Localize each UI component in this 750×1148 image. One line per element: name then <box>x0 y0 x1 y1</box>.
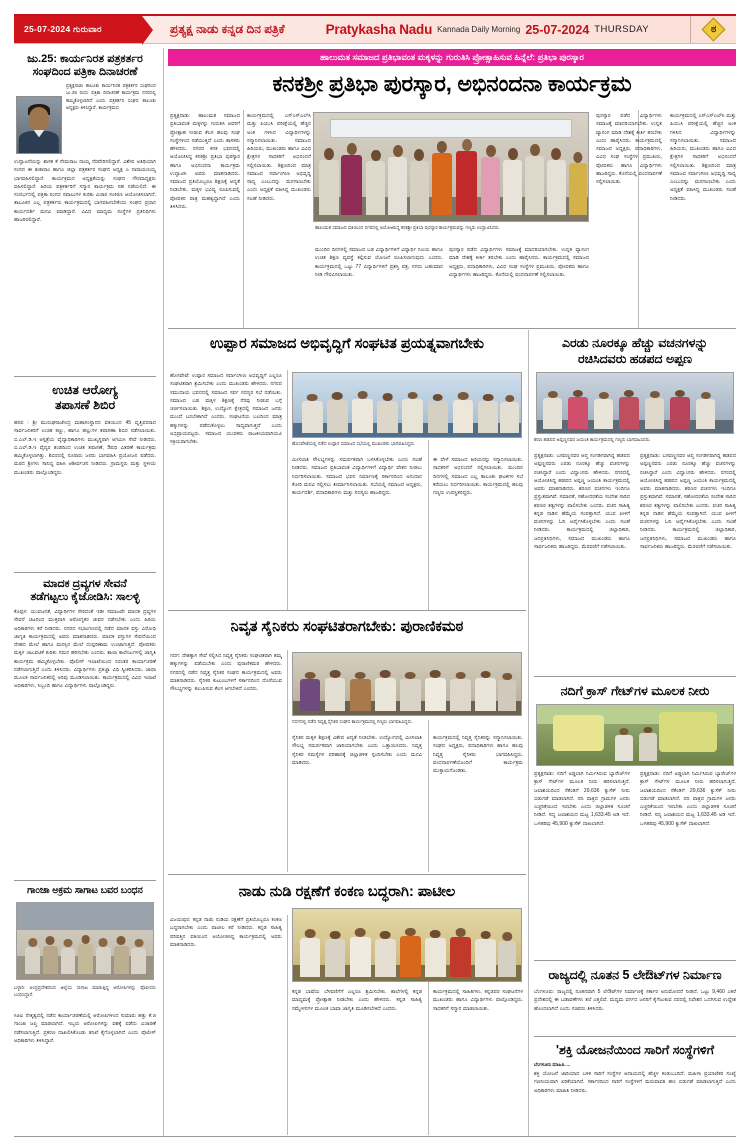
rule-page-bottom <box>14 1136 736 1137</box>
right-story2-headline: ನದಿಗೆ ಕ್ರಾಸ್ ಗೇಟ್‌ಗಳ ಮೂಲಕ ನೀರು <box>560 684 710 698</box>
lead-story-headline: ಕನಕಶ್ರೀ ಪ್ರತಿಭಾ ಪುರಸ್ಕಾರ, ಅಭಿನಂದನಾ ಕಾರ್ಯಕ್ರಮ <box>272 71 632 96</box>
left-story1-body-top: ಪ್ರತ್ಯಕ್ಷನಾಡು ತಾಲೂಕು ಕಾರ್ಯನಿರತ ಪತ್ರಕರ್ತರ ಸಂಘದಿಂದ ಜು.25 ರಂದು ಪತ್ರಿಕಾ ದಿನಾಚರಣೆ ಕಾರ್ಯಕ್ರಮ ನಗರದಲ್ಲಿ ಹಮ್ಮಿಕೊಳ್ಳಲಾಗಿದೆ ಎಂದು ಪತ್ರಕರ್ತರ ಸಂಘದ ತಾಲೂಕು ಅಧ್ಯಕ್ಷರು ತಿಳಿಸಿದ್ದಾರೆ. ಕಾರ್ಯಕ್ರಮದ <box>66 83 156 111</box>
rule-left-1 <box>14 376 156 377</box>
masthead-logo <box>690 16 736 43</box>
rule-under-lead <box>168 328 736 329</box>
rule-mid-inner-b <box>428 440 429 610</box>
lead-story-col5: ಪುರಸ್ಕಾರ ಪಡೆದ ವಿದ್ಯಾರ್ಥಿಗಳು ಸಮಾಜಕ್ಕೆ ಮಾದರಿಯಾಗಬೇಕು. ಉನ್ನತ ವ್ಯಾಸಂಗ ಮಾಡಿ ದೇಶಕ್ಕೆ ಕೀರ್ತಿ ತರಬೇಕು ಎಂದು ಹಾರೈಸಿದರು. ಕಾರ್ಯಕ್ರಮದಲ್ಲಿ ಸಮಾಜದ ಅಧ್ಯಕ್ಷರು, ಪದಾಧಿಕಾರಿಗಳು, ವಿವಿಧ ಸಂಘ ಸಂಸ್ಥೆಗಳ ಪ್ರಮುಖರು, ಪೋಷಕರು ಹಾಗೂ ವಿದ್ಯಾರ್ಥಿಗಳು ಹಾಜರಿದ್ದರು. ಕೊನೆಯಲ್ಲಿ ವಂದನಾರ್ಪಣೆ ಸಲ್ಲಿಸಲಾಯಿತು. <box>596 113 662 185</box>
right-story2-col2: ಪ್ರತ್ಯಕ್ಷನಾಡು: ನದಿಗೆ ಅಡ್ಡಲಾಗಿ ನಿರ್ಮಿಸಿರುವ ಬ್ಯಾರೇಜ್‌ಗಳ ಕ್ರಾಸ್ ಗೇಟ್‌ಗಳ ಮೂಲಕ ನೀರು ಹರಿಸಲಾಗುತ್ತಿದೆ. ಜಲಾಶಯದಿಂದ ಸೆಕೆಂಡಿಗೆ 29,636 ಕ್ಯುಸೆಕ್ ನೀರು ಬಿಡುಗಡೆ ಮಾಡಲಾಗಿದೆ. ನದಿ ಪಾತ್ರದ ಗ್ರಾಮಗಳ ಜನರು ಎಚ್ಚರಿಕೆಯಿಂದ ಇರಬೇಕು ಎಂದು ಜಿಲ್ಲಾಡಳಿತ ಸೂಚನೆ ನೀಡಿದೆ. ಸದ್ಯ ಜಲಾಶಯದ ಮಟ್ಟ 1,633.45 ಅಡಿ ಇದೆ. ಒಳಹರಿವು 45,900 ಕ್ಯುಸೆಕ್ ದಾಖಲಾಗಿದೆ. <box>640 771 736 827</box>
right-story3-headline: ರಾಜ್ಯದಲ್ಲಿ ನೂತನ 5 ಲೇಔಟ್‌ಗಳ ನಿರ್ಮಾಣ <box>548 968 722 982</box>
left-story1-mugshot <box>16 96 62 154</box>
mid-story3-photo <box>292 908 522 982</box>
lead-story-col3: ಮುಂದಿನ ದಿನಗಳಲ್ಲಿ ಸಮಾಜದ ಬಡ ವಿದ್ಯಾರ್ಥಿಗಳಿಗೆ ವಿದ್ಯಾರ್ಥಿ ನಿಲಯ ಹಾಗೂ ಉಚಿತ ಶಿಕ್ಷಣ ವ್ಯವಸ್ಥೆ ಕಲ್ಪಿಸುವ ಯೋಜನೆ ರೂಪಿಸಲಾಗುವುದು ಎಂದರು. ಕಾರ್ಯಕ್ರಮದಲ್ಲಿ ಒಟ್ಟು 77 ವಿದ್ಯಾರ್ಥಿಗಳಿಗೆ ಪ್ರಶಸ್ತಿ ಪತ್ರ, ನಗದು ಬಹುಮಾನ ನೀಡಿ ಗೌರವಿಸಲಾಯಿತು. <box>315 247 443 278</box>
mid-story2-caption: ಗದಗದಲ್ಲಿ ನಡೆದ ನಿವೃತ್ತ ಸೈನಿಕರ ಸಂಘದ ಕಾರ್ಯಕ್ರಮದಲ್ಲಿ ಗಣ್ಯರು ಭಾಗವಹಿಸಿದ್ದರು. <box>292 719 413 724</box>
rule-left-col <box>163 48 164 1136</box>
mid-story3-col1: ವಿಜಯಪುರ: ಕನ್ನಡ ನಾಡು ನುಡಿಯ ರಕ್ಷಣೆಗೆ ಪ್ರತಿಯೊಬ್ಬರೂ ಕಂಕಣ ಬದ್ಧರಾಗಬೇಕು ಎಂದು ಪಾಟೀಲ ಕರೆ ನೀಡಿದರು. ಕನ್ನಡ ಸಾಹಿತ್ಯ ಪರಿಷತ್ತಿನ ವತಿಯಿಂದ ಆಯೋಜಿಸಿದ್ದ ಕಾರ್ಯಕ್ರಮದಲ್ಲಿ ಅವರು ಮಾತನಾಡಿದರು. <box>170 917 282 948</box>
right-story1-photo <box>536 372 734 434</box>
mid-story2-col3: ಕಾರ್ಯಕ್ರಮದಲ್ಲಿ ನಿವೃತ್ತ ಸೈನಿಕರನ್ನು ಸನ್ಮಾನಿಸಲಾಯಿತು. ಸಂಘದ ಅಧ್ಯಕ್ಷರು, ಪದಾಧಿಕಾರಿಗಳು ಹಾಗೂ ಹಲವು ನಿವೃತ್ತ ಸೈನಿಕರು ಭಾಗವಹಿಸಿದ್ದರು. ವಂದನಾರ್ಪಣೆಯೊಂದಿಗೆ ಕಾರ್ಯಕ್ರಮ ಮುಕ್ತಾಯಗೊಂಡಿತು. <box>433 735 523 774</box>
rule-left-3 <box>14 880 156 881</box>
masthead-subtitle: Kannada Daily Morning <box>437 25 521 34</box>
right-story1-col1: ಪ್ರತ್ಯಕ್ಷನಾಡು: ಬಸವಣ್ಣನವರ ಆಪ್ತ ಸಂಗಡಿಗರಾಗಿದ್ದ ಹಡಪದ ಅಪ್ಪಣ್ಣನವರು ಎರಡು ನೂರಕ್ಕೂ ಹೆಚ್ಚು ವಚನಗಳನ್ನು ರಚಿಸಿದ್ದಾರೆ ಎಂದು ವಿದ್ವಾಂಸರು ಹೇಳಿದರು. ನಗರದಲ್ಲಿ ಆಯೋಜಿಸಿದ್ದ ಹಡಪದ ಅಪ್ಪಣ್ಣ ಜಯಂತಿ ಕಾರ್ಯಕ್ರಮದಲ್ಲಿ ಅವರು ಮಾತನಾಡಿದರು. ಶರಣರ ವಚನಗಳು ಇಂದಿಗೂ ಪ್ರಸ್ತುತವಾಗಿವೆ. ಸಮಾನತೆ, ಸಹೋದರತೆಯ ಸಂದೇಶ ಸಾರಿದ ಶರಣರ ತತ್ವಗಳನ್ನು ಪಾಲಿಸಬೇಕು ಎಂದರು. ವಚನ ಸಾಹಿತ್ಯ ಕನ್ನಡ ನಾಡಿನ ಹೆಮ್ಮೆಯ ಸಂಪತ್ತಾಗಿದೆ. ಯುವ ಪೀಳಿಗೆ ವಚನಗಳನ್ನು ಓದಿ ಅರ್ಥೈಸಿಕೊಳ್ಳಬೇಕು ಎಂದು ಸಲಹೆ ನೀಡಿದರು. ಕಾರ್ಯಕ್ರಮದಲ್ಲಿ ಜಿಲ್ಲಾಧಿಕಾರಿ, ಜನಪ್ರತಿನಿಧಿಗಳು, ಸಮಾಜದ ಮುಖಂಡರು ಹಾಗೂ ಸಾರ್ವಜನಿಕರು ಹಾಜರಿದ್ದರು. ಮೆರವಣಿಗೆ ನಡೆಸಲಾಯಿತು. <box>534 453 630 550</box>
mid-story2-col1: ಗದಗ: ದೇಶಕ್ಕಾಗಿ ಸೇವೆ ಸಲ್ಲಿಸಿದ ನಿವೃತ್ತ ಸೈನಿಕರು ಸಂಘಟಿತರಾಗಿ ತಮ್ಮ ಹಕ್ಕುಗಳನ್ನು ಪಡೆಯಬೇಕು ಎಂದು ಪುರಾಣಿಕಮಠ ಹೇಳಿದರು. ನಗರದಲ್ಲಿ ನಡೆದ ನಿವೃತ್ತ ಸೈನಿಕರ ಸಂಘದ ಕಾರ್ಯಕ್ರಮದಲ್ಲಿ ಅವರು ಮಾತನಾಡಿದರು. ಸೈನಿಕರ ಕುಟುಂಬಗಳಿಗೆ ಸರ್ಕಾರದಿಂದ ದೊರೆಯುವ ಸೌಲಭ್ಯಗಳನ್ನು ತಲುಪಿಸುವ ಕೆಲಸ ಆಗಬೇಕಿದೆ ಎಂದರು. <box>170 653 282 692</box>
left-story4-body: ಸಿಪಿಐ ನೇತೃತ್ವದಲ್ಲಿ ನಡೆದ ಕಾರ್ಯಾಚರಣೆಯಲ್ಲಿ ಆರೋಪಿಗಳಿಂದ ಸುಮಾರು ಹತ್ತು ಕೆ.ಜಿ ಗಾಂಜಾ ಜಪ್ತಿ ಮಾಡಲಾಗಿದೆ. ಇಬ್ಬರು ಆರೋಪಿಗಳನ್ನು ವಶಕ್ಕೆ ಪಡೆದು ವಿಚಾರಣೆ ನಡೆಸಲಾಗುತ್ತಿದೆ. ಪ್ರಕರಣ ದಾಖಲಿಸಿಕೊಂಡು ತನಿಖೆ ಕೈಗೊಳ್ಳಲಾಗಿದೆ ಎಂದು ಪೊಲೀಸ್ ಅಧಿಕಾರಿಗಳು ತಿಳಿಸಿದ್ದಾರೆ. <box>14 1013 156 1044</box>
mid-story1-col3: ಈ ವೇಳೆ ಸಮಾಜದ ಹಿರಿಯರನ್ನು ಸನ್ಮಾನಿಸಲಾಯಿತು. ಸಾಧಕರಿಗೆ ಅಭಿನಂದನೆ ಸಲ್ಲಿಸಲಾಯಿತು. ಮುಂದಿನ ದಿನಗಳಲ್ಲಿ ಸಮಾಜದ ಎಲ್ಲ ತಾಲೂಕು ಘಟಕಗಳ ಸಭೆ ಕರೆಯಲು ನಿರ್ಧರಿಸಲಾಯಿತು. ಕಾರ್ಯಕ್ರಮದಲ್ಲಿ ಹಲವು ಗಣ್ಯರು ಉಪಸ್ಥಿತರಿದ್ದರು. <box>433 457 523 496</box>
pink-kicker-banner: ಹಾಲುಮತ ಸಮಾಜದ ಪ್ರತಿಭಾವಂತ ಮಕ್ಕಳನ್ನು ಗುರುತಿಸಿ ಪ್ರೋತ್ಸಾಹಿಸುವ ಹಿನ್ನೆಲೆ: ಪ್ರತಿಭಾ ಪುರಸ್ಕಾರ <box>168 49 736 66</box>
mid-story1-photo <box>292 372 522 438</box>
masthead-center <box>285 16 690 43</box>
left-story1-body-bottom: ಉದ್ಘಾಟನೆಯನ್ನು ಶಾಸಕ ಕೆ ನೇಮರಾಜ ನಾಯ್ಕ ನೆರವೇರಿಸಲಿದ್ದಾರೆ. ವಿಶೇಷ ಅತಿಥಿಯಾಗಿ ಸಂಸದ ಈ ತುಕಾರಾಂ ಹಾಗೂ ಜಿಲ್ಲಾ ಪತ್ರಕರ್ತರ ಸಂಘದ ಅಧ್ಯಕ್ಷ ಎ ನಾರಾಯಣಯ್ಯ ಭಾಗವಹಿಸಲಿದ್ದಾರೆ. ಕಾರ್ಯಕ್ರಮದ ಅಧ್ಯಕ್ಷತೆಯನ್ನು ಸಂಘದ ಗೌರವಾಧ್ಯಕ್ಷರು ವಹಿಸಲಿದ್ದಾರೆ. ಹಿರಿಯ ಪತ್ರಕರ್ತರಿಗೆ ಸನ್ಮಾನ ಕಾರ್ಯಕ್ರಮ ಸಹ ನಡೆಯಲಿದೆ. ಈ ಸಂದರ್ಭದಲ್ಲಿ ಪತ್ರಿಕಾ ರಂಗದ ಸವಾಲುಗಳ ಕುರಿತು ವಿಚಾರ ಸಂಕಿರಣ ಆಯೋಜಿಸಲಾಗಿದೆ. ತಾಲೂಕಿನ ಎಲ್ಲ ಪತ್ರಕರ್ತರು ಕಾರ್ಯಕ್ರಮದಲ್ಲಿ ಭಾಗವಹಿಸಬೇಕೆಂದು ಸಂಘದ ಪ್ರಧಾನ ಕಾರ್ಯದರ್ಶಿ ಮನವಿ ಮಾಡಿದ್ದಾರೆ. ವಿವಿಧ ಮಾಧ್ಯಮ ಸಂಸ್ಥೆಗಳ ಪ್ರತಿನಿಧಿಗಳು ಹಾಜರಿರಲಿದ್ದಾರೆ. <box>14 159 156 223</box>
lead-story-col2: ಕಾರ್ಯಕ್ರಮದಲ್ಲಿ ಎಸ್ಎಸ್ಎಲ್‌ಸಿ ಮತ್ತು ಪಿಯುಸಿ ಪರೀಕ್ಷೆಯಲ್ಲಿ ಹೆಚ್ಚಿನ ಅಂಕ ಗಳಿಸಿದ ವಿದ್ಯಾರ್ಥಿಗಳನ್ನು ಸನ್ಮಾನಿಸಲಾಯಿತು. ಸಮಾಜದ ಹಿರಿಯರು, ಮುಖಂಡರು ಹಾಗೂ ವಿವಿಧ ಕ್ಷೇತ್ರಗಳ ಸಾಧಕರಿಗೆ ಅಭಿನಂದನೆ ಸಲ್ಲಿಸಲಾಯಿತು. ಶಿಕ್ಷಣದಿಂದ ಮಾತ್ರ ಸಮಾಜದ ಸರ್ವಾಂಗೀಣ ಅಭಿವೃದ್ಧಿ ಸಾಧ್ಯ ಎಂಬುದನ್ನು ಮನಗಾಣಬೇಕು ಎಂದು ಅಧ್ಯಕ್ಷತೆ ವಹಿಸಿದ್ದ ಮುಖಂಡರು ಸಲಹೆ ನೀಡಿದರು. <box>247 113 311 202</box>
rule-under-mid2 <box>168 874 526 875</box>
mid-story1-caption: ಹೊಸಪೇಟೆಯಲ್ಲಿ ನಡೆದ ಉಪ್ಪಾರ ಸಮಾಜದ ಸಭೆಯಲ್ಲಿ ಮುಖಂಡರು ಭಾಗವಹಿಸಿದ್ದರು. <box>292 441 416 446</box>
rule-lead-inner-a <box>243 110 244 328</box>
left-story1-headline-line1: ಜು.25: ಕಾರ್ಯನಿರತ ಪತ್ರಕರ್ತರ <box>27 53 143 65</box>
mid-story3-headline: ನಾಡು ನುಡಿ ರಕ್ಷಣೆಗೆ ಕಂಕಣ ಬದ್ಧರಾಗಿ: ಪಾಟೀಲ <box>238 884 456 900</box>
rule-mid-right <box>528 330 529 1136</box>
masthead-kannada-title: ಪ್ರತ್ಯಕ್ಷ ನಾಡು ಕನ್ನಡ ದಿನ ಪತ್ರಿಕೆ <box>170 22 285 36</box>
mid-story3-col3: ಕಾರ್ಯಕ್ರಮದಲ್ಲಿ ಸಾಹಿತಿಗಳು, ಕನ್ನಡಪರ ಸಂಘಟನೆಗಳ ಮುಖಂಡರು ಹಾಗೂ ವಿದ್ಯಾರ್ಥಿಗಳು ಪಾಲ್ಗೊಂಡಿದ್ದರು. ಸಾಧಕರಿಗೆ ಸನ್ಮಾನ ಮಾಡಲಾಯಿತು. <box>433 989 523 1012</box>
lead-story-col6: ಕಾರ್ಯಕ್ರಮದಲ್ಲಿ ಎಸ್ಎಸ್ಎಲ್‌ಸಿ ಮತ್ತು ಪಿಯುಸಿ ಪರೀಕ್ಷೆಯಲ್ಲಿ ಹೆಚ್ಚಿನ ಅಂಕ ಗಳಿಸಿದ ವಿದ್ಯಾರ್ಥಿಗಳನ್ನು ಸನ್ಮಾನಿಸಲಾಯಿತು. ಸಮಾಜದ ಹಿರಿಯರು, ಮುಖಂಡರು ಹಾಗೂ ವಿವಿಧ ಕ್ಷೇತ್ರಗಳ ಸಾಧಕರಿಗೆ ಅಭಿನಂದನೆ ಸಲ್ಲಿಸಲಾಯಿತು. ಶಿಕ್ಷಣದಿಂದ ಮಾತ್ರ ಸಮಾಜದ ಸರ್ವಾಂಗೀಣ ಅಭಿವೃದ್ಧಿ ಸಾಧ್ಯ ಎಂಬುದನ್ನು ಮನಗಾಣಬೇಕು ಎಂದು ಅಧ್ಯಕ್ಷತೆ ವಹಿಸಿದ್ದ ಮುಖಂಡರು ಸಲಹೆ ನೀಡಿದರು. <box>670 113 736 202</box>
rule-under-right1 <box>534 676 736 677</box>
mid-story2-headline: ನಿವೃತ ಸೈನಿಕರು ಸಂಘಟಿತರಾಗಬೇಕು: ಪುರಾಣಿಕಮಠ <box>230 619 464 635</box>
left-story3-headline-line2: ತಡೆಗಟ್ಟಲು ಕೈಜೋಡಿಸಿ: ಸಾಲಳ್ಳಿ <box>30 591 140 603</box>
left-story3-headline-line1: ಮಾದಕ ದ್ರವ್ಯಗಳ ಸೇವನೆ <box>43 578 127 590</box>
right-story1-caption: ಶರಣ ಹಡಪದ ಅಪ್ಪಣ್ಣನವರ ಜಯಂತಿ ಕಾರ್ಯಕ್ರಮದಲ್ಲಿ ಗಣ್ಯರು ಭಾಗವಹಿಸಿದರು. <box>534 437 651 442</box>
left-story4-photo <box>16 902 154 980</box>
rule-under-right3 <box>534 1036 736 1037</box>
rule-under-mid1 <box>168 610 526 611</box>
masthead <box>14 14 736 44</box>
left-story2-headline-line1: ಉಚಿತ ಆರೋಗ್ಯ <box>52 383 118 397</box>
right-story4-subhead: ಬೆಂಗಳೂರು ಮಾಹಿತಿ..... <box>534 1062 571 1067</box>
mid-story3-col2: ಕನ್ನಡ ಭಾಷೆಯ ಬೆಳವಣಿಗೆಗೆ ಎಲ್ಲರೂ ಶ್ರಮಿಸಬೇಕು. ಶಾಲೆಗಳಲ್ಲಿ ಕನ್ನಡ ಮಾಧ್ಯಮಕ್ಕೆ ಪ್ರೋತ್ಸಾಹ ನೀಡಬೇಕು ಎಂದು ಹೇಳಿದರು. ಕನ್ನಡ ಸಾಹಿತ್ಯ ಸಮ್ಮೇಳನಗಳ ಮೂಲಕ ಭಾಷಾ ಜಾಗೃತಿ ಮೂಡಿಸಬೇಕಿದೆ ಎಂದರು. <box>292 989 422 1012</box>
masthead-day: THURSDAY <box>594 24 650 35</box>
right-story2-col1: ಪ್ರತ್ಯಕ್ಷನಾಡು: ನದಿಗೆ ಅಡ್ಡಲಾಗಿ ನಿರ್ಮಿಸಿರುವ ಬ್ಯಾರೇಜ್‌ಗಳ ಕ್ರಾಸ್ ಗೇಟ್‌ಗಳ ಮೂಲಕ ನೀರು ಹರಿಸಲಾಗುತ್ತಿದೆ. ಜಲಾಶಯದಿಂದ ಸೆಕೆಂಡಿಗೆ 29,636 ಕ್ಯುಸೆಕ್ ನೀರು ಬಿಡುಗಡೆ ಮಾಡಲಾಗಿದೆ. ನದಿ ಪಾತ್ರದ ಗ್ರಾಮಗಳ ಜನರು ಎಚ್ಚರಿಕೆಯಿಂದ ಇರಬೇಕು ಎಂದು ಜಿಲ್ಲಾಡಳಿತ ಸೂಚನೆ ನೀಡಿದೆ. ಸದ್ಯ ಜಲಾಶಯದ ಮಟ್ಟ 1,633.45 ಅಡಿ ಇದೆ. ಒಳಹರಿವು 45,900 ಕ್ಯುಸೆಕ್ ದಾಖಲಾಗಿದೆ. <box>534 771 630 827</box>
rule-under-right2 <box>534 960 736 961</box>
rule-mid-inner-a <box>287 370 288 610</box>
lead-story-col4: ಪುರಸ್ಕಾರ ಪಡೆದ ವಿದ್ಯಾರ್ಥಿಗಳು ಸಮಾಜಕ್ಕೆ ಮಾದರಿಯಾಗಬೇಕು. ಉನ್ನತ ವ್ಯಾಸಂಗ ಮಾಡಿ ದೇಶಕ್ಕೆ ಕೀರ್ತಿ ತರಬೇಕು ಎಂದು ಹಾರೈಸಿದರು. ಕಾರ್ಯಕ್ರಮದಲ್ಲಿ ಸಮಾಜದ ಅಧ್ಯಕ್ಷರು, ಪದಾಧಿಕಾರಿಗಳು, ವಿವಿಧ ಸಂಘ ಸಂಸ್ಥೆಗಳ ಪ್ರಮುಖರು, ಪೋಷಕರು ಹಾಗೂ ವಿದ್ಯಾರ್ಥಿಗಳು ಹಾಜರಿದ್ದರು. ಕೊನೆಯಲ್ಲಿ ವಂದನಾರ್ಪಣೆ ಸಲ್ಲಿಸಲಾಯಿತು. <box>449 247 589 278</box>
left-story3-body: ಕೊಪ್ಪಳ: ಯುವಜನತೆ, ವಿದ್ಯಾರ್ಥಿಗಳ ಸೇರಿದಂತೆ ಇಡೀ ಸಮಾಜವೇ ಮಾದಕ ದ್ರವ್ಯಗಳ ಸೇವನೆ ಚಟದಿಂದ ಮುಕ್ತವಾಗಿ ಆರೋಗ್ಯಕರ ಜೀವನ ನಡೆಸಬೇಕು ಎಂದು ಹಿರಿಯ ಅಧಿಕಾರಿಗಳು ಕರೆ ನೀಡಿದರು. ನಗರದ ಸಭಾಂಗಣದಲ್ಲಿ ನಡೆದ ಮಾದಕ ವಸ್ತು ವಿರೋಧಿ ಜಾಗೃತಿ ಕಾರ್ಯಕ್ರಮದಲ್ಲಿ ಅವರು ಮಾತನಾಡಿದರು. ಮಾದಕ ವಸ್ತುಗಳ ಸೇವನೆಯಿಂದ ದೇಹದ ಮೇಲೆ ಹಾಗೂ ಮನಸ್ಸಿನ ಮೇಲೆ ದುಷ್ಪರಿಣಾಮ ಉಂಟಾಗುತ್ತದೆ. ಪೋಷಕರು ಮಕ್ಕಳ ಚಟುವಟಿಕೆ ಕುರಿತು ಗಮನ ಹರಿಸಬೇಕು ಎಂದರು. ಶಾಲಾ ಕಾಲೇಜುಗಳಲ್ಲಿ ಜಾಗೃತಿ ಕಾರ್ಯಕ್ರಮ ಹಮ್ಮಿಕೊಳ್ಳಬೇಕು. ಪೊಲೀಸ್ ಇಲಾಖೆಯಿಂದ ನಿರಂತರ ಕಾರ್ಯಾಚರಣೆ ನಡೆಸಲಾಗುತ್ತಿದೆ ಎಂದು ತಿಳಿಸಿದರು. ವಿದ್ಯಾರ್ಥಿಗಳು ಪ್ರತಿಜ್ಞಾ ವಿಧಿ ಸ್ವೀಕರಿಸಿದರು. ಜಾಥಾ ಮೂಲಕ ಸಾರ್ವಜನಿಕರಲ್ಲಿ ಅರಿವು ಮೂಡಿಸಲಾಯಿತು. ಕಾರ್ಯಕ್ರಮದಲ್ಲಿ ವಿವಿಧ ಇಲಾಖೆ ಅಧಿಕಾರಿಗಳು, ಸಿಬ್ಬಂದಿ ಹಾಗೂ ವಿದ್ಯಾರ್ಥಿಗಳು ಪಾಲ್ಗೊಂಡಿದ್ದರು. <box>14 609 156 690</box>
rule-mid-inner-c <box>287 650 288 872</box>
mid-story1-col2: ಮೀಸಲಾತಿ ಸೌಲಭ್ಯಗಳನ್ನು ಸಮರ್ಪಕವಾಗಿ ಬಳಸಿಕೊಳ್ಳಬೇಕು ಎಂದು ಸಲಹೆ ನೀಡಿದರು. ಸಮಾಜದ ಪ್ರತಿಭಾವಂತ ವಿದ್ಯಾರ್ಥಿಗಳಿಗೆ ವಿದ್ಯಾರ್ಥಿ ವೇತನ ನೀಡಲು ನಿರ್ಧರಿಸಲಾಯಿತು. ಸಮಾಜದ ಭವನ ನಿರ್ಮಾಣಕ್ಕೆ ಸರ್ಕಾರದಿಂದ ಅನುದಾನ ಕೋರಿ ಮನವಿ ಸಲ್ಲಿಸಲು ತೀರ್ಮಾನಿಸಲಾಯಿತು. ಸಭೆಯಲ್ಲಿ ಸಮಾಜದ ಅಧ್ಯಕ್ಷರು, ಕಾರ್ಯದರ್ಶಿ, ಪದಾಧಿಕಾರಿಗಳು ಮತ್ತು ಸದಸ್ಯರು ಹಾಜರಿದ್ದರು. <box>292 457 422 496</box>
left-story1-headline-line2: ಸಂಘದಿಂದ ಪತ್ರಿಕಾ ದಿನಾಚರಣೆ <box>32 66 138 78</box>
left-story4-caption: ಬಳ್ಳಾರಿ: ಆಂಧ್ರಪ್ರದೇಶದಿಂದ ಜಿಲ್ಲೆಯ ಸಾಗಾಟ ಮಾಡುತ್ತಿದ್ದ ಆರೋಪಿಗಳನ್ನು ಪೊಲೀಸರು ಬಂಧಿಸಿದ್ದಾರೆ. <box>14 985 156 998</box>
lead-story-photo <box>313 112 589 222</box>
masthead-date: 25-07-2024 <box>525 22 590 37</box>
rule-mid-inner-e <box>287 915 288 1135</box>
masthead-date-flag: 25-07-2024 ಗುರುವಾರ <box>14 16 142 43</box>
rule-left-2 <box>14 572 156 573</box>
diamond-logo-icon <box>701 17 725 41</box>
mid-story2-col2: ಸೈನಿಕರ ಮಕ್ಕಳ ಶಿಕ್ಷಣಕ್ಕೆ ವಿಶೇಷ ಆದ್ಯತೆ ನೀಡಬೇಕು. ಉದ್ಯೋಗದಲ್ಲಿ ಮೀಸಲಾತಿ ಸೌಲಭ್ಯ ಸಮರ್ಪಕವಾಗಿ ಜಾರಿಯಾಗಬೇಕು ಎಂದು ಒತ್ತಾಯಿಸಿದರು. ನಿವೃತ್ತ ಸೈನಿಕರ ಸಮಸ್ಯೆಗಳ ಪರಿಹಾರಕ್ಕೆ ಜಿಲ್ಲಾಡಳಿತ ಸ್ಪಂದಿಸಬೇಕು ಎಂದು ಮನವಿ ಮಾಡಿದರು. <box>292 735 422 766</box>
rule-mid-inner-d <box>428 720 429 872</box>
mid-story2-photo <box>292 652 522 716</box>
lead-story-col1: ಪ್ರತ್ಯಕ್ಷನಾಡು: ಹಾಲುಮತ ಸಮಾಜದ ಪ್ರತಿಭಾವಂತ ಮಕ್ಕಳನ್ನು ಗುರುತಿಸಿ ಅವರಿಗೆ ಪ್ರೋತ್ಸಾಹ ನೀಡುವ ಕೆಲಸ ಹಲವು ಸಂಘ ಸಂಸ್ಥೆಗಳಿಂದ ನಡೆಯುತ್ತಿದೆ ಎಂದು ಶಾಸಕರು ಹೇಳಿದರು. ನಗರದ ಕನಕ ಭವನದಲ್ಲಿ ಆಯೋಜಿಸಿದ್ದ ಕನಕಶ್ರೀ ಪ್ರತಿಭಾ ಪುರಸ್ಕಾರ ಹಾಗೂ ಅಭಿನಂದನಾ ಕಾರ್ಯಕ್ರಮ ಉದ್ಘಾಟಿಸಿ ಅವರು ಮಾತನಾಡಿದರು. ಸಮಾಜದ ಪ್ರತಿಯೊಬ್ಬರೂ ಶಿಕ್ಷಣಕ್ಕೆ ಆದ್ಯತೆ ನೀಡಬೇಕು. ಮಕ್ಕಳ ಭವಿಷ್ಯ ರೂಪಿಸುವಲ್ಲಿ ಪೋಷಕರ ಪಾತ್ರ ಮಹತ್ವದ್ದಾಗಿದೆ ಎಂದು ತಿಳಿಸಿದರು. <box>170 113 240 210</box>
left-story4-headline: ಗಾಂಜಾ ಅಕ್ರಮ ಸಾಗಾಟ ಬವರ ಬಂಧನ <box>27 885 143 896</box>
left-story2-headline-line2: ತಪಾಸಣೆ ಶಿಬಿರ <box>54 398 116 412</box>
mid-story1-headline: ಉಪ್ಪಾರ ಸಮಾಜದ ಅಭಿವೃದ್ಧಿಗೆ ಸಂಘಟಿತ ಪ್ರಯತ್ನವಾಗಬೇಕು <box>210 336 484 352</box>
right-story4-headline: 'ಶಕ್ತಿ ಯೋಜನೆಯಿಂದ ಸಾರಿಗೆ ಸಂಸ್ಥೆಗಳಿಗೆ <box>556 1043 714 1057</box>
right-story1-headline-line2: ರಚಿಸಿದವರು ಹಡಪದ ಅಪ್ಪಣ <box>577 352 693 366</box>
right-story2-photo <box>536 704 734 766</box>
lead-story-photo-caption: ಹಾಲುಮತ ಸಮಾಜದ ವತಿಯಿಂದ ನಗರದಲ್ಲಿ ಆಯೋಜಿಸಿದ್ದ ಕನಕಶ್ರೀ ಪ್ರತಿಭಾ ಪುರಸ್ಕಾರ ಕಾರ್ಯಕ್ರಮವನ್ನು ಗಣ್ಯರು ಉದ್ಘಾಟಿಸಿದರು. <box>315 225 501 230</box>
left-story2-body: ಹರಪ : ಶ್ರೀ ಮುರುಘರಾಜೇಂದ್ರ ಮಹಾಸಂಸ್ಥಾನದ ವತಿಯಿಂದ 45 ವೃತ್ತಿಪರರಾದ ಸಾರ್ವಜನಿಕರಿಗೆ ಉಚಿತ ಕಣ್ಣು, ಹಾಗೂ ಹಲ್ಲುಗಳ ತಪಾಸಣಾ ಶಿಬಿರ ನಡೆಸಲಾಯಿತು. ಬಿ.ಎಲ್.ಡಿ.ಇ ಆಸ್ಪತ್ರೆಯ ವೈದ್ಯಾಧಿಕಾರಿಗಳು ಮುಖ್ಯಸ್ಥರಾಗಿ ಆಗಮಿಸಿ ಸೇವೆ ನೀಡಿದರು. ಬಿ.ಎಲ್.ಡಿ.ಇ ವೈದ್ಯರ ತಂಡದಿಂದ ಉಚಿತ ತಪಾಸಣೆ, ಔಷಧಿ ವಿತರಣೆ ಕಾರ್ಯಕ್ರಮ ಹಮ್ಮಿಕೊಳ್ಳಲಾಗಿತ್ತು. ಶಿಬಿರದಲ್ಲಿ ನೂರಾರು ಜನರು ಭಾಗವಹಿಸಿ ಪ್ರಯೋಜನ ಪಡೆದರು. ಮಠದ ಶ್ರೀಗಳು ಸಾನಿಧ್ಯ ವಹಿಸಿ ಆಶೀರ್ವಚನ ನೀಡಿದರು. ಗ್ರಾಮಸ್ಥರು ಮತ್ತು ಸ್ಥಳೀಯ ಮುಖಂಡರು ಪಾಲ್ಗೊಂಡಿದ್ದರು. <box>14 420 156 476</box>
right-story3-body: ಬೆಂಗಳೂರು: ರಾಜ್ಯದಲ್ಲಿ ನೂತನವಾಗಿ 5 ಲೇಔಟ್‌ಗಳ ನಿರ್ಮಾಣಕ್ಕೆ ಸರ್ಕಾರ ಅನುಮೋದನೆ ನೀಡಿದೆ. ಒಟ್ಟು 9,460 ಎಕರೆ ಪ್ರದೇಶದಲ್ಲಿ ಈ ಬಡಾವಣೆಗಳು ತಲೆ ಎತ್ತಲಿವೆ. ಮಧ್ಯಮ ವರ್ಗದ ಜನರಿಗೆ ಕೈಗೆಟುಕುವ ದರದಲ್ಲಿ ನಿವೇಶನ ಒದಗಿಸುವ ಉದ್ದೇಶ ಹೊಂದಲಾಗಿದೆ ಎಂದು ಸಚಿವರು ತಿಳಿಸಿದರು. <box>534 989 736 1012</box>
mid-story1-col1: ಹೊಸಪೇಟೆ: ಉಪ್ಪಾರ ಸಮಾಜದ ಸರ್ವಾಂಗೀಣ ಅಭಿವೃದ್ಧಿಗೆ ಎಲ್ಲರೂ ಸಂಘಟಿತರಾಗಿ ಶ್ರಮಿಸಬೇಕು ಎಂದು ಮುಖಂಡರು ಹೇಳಿದರು. ನಗರದ ಸಮುದಾಯ ಭವನದಲ್ಲಿ ಸಮಾಜದ ಸರ್ವ ಸದಸ್ಯರ ಸಭೆ ನಡೆಯಿತು. ಸಮಾಜದ ಬಡ ಮಕ್ಕಳ ಶಿಕ್ಷಣಕ್ಕೆ ನೆರವು ನೀಡುವ ಬಗ್ಗೆ ಚರ್ಚಿಸಲಾಯಿತು. ಶಿಕ್ಷಣ, ಉದ್ಯೋಗ ಕ್ಷೇತ್ರದಲ್ಲಿ ಸಮಾಜದ ಜನರು ಮುಂದೆ ಬರಬೇಕಾಗಿದೆ ಎಂದರು. ಸಂಘಟನೆಯ ಬಲದಿಂದ ಮಾತ್ರ ಹಕ್ಕುಗಳನ್ನು ಪಡೆದುಕೊಳ್ಳಲು ಸಾಧ್ಯವಾಗುತ್ತದೆ ಎಂದು ಅಭಿಪ್ರಾಯಪಟ್ಟರು. ಸಮಾಜದ ಯುವಕರು ರಾಜಕೀಯವಾಗಿಯೂ ಸಕ್ರಿಯರಾಗಬೇಕು. <box>170 373 282 445</box>
right-story1-col2: ಪ್ರತ್ಯಕ್ಷನಾಡು: ಬಸವಣ್ಣನವರ ಆಪ್ತ ಸಂಗಡಿಗರಾಗಿದ್ದ ಹಡಪದ ಅಪ್ಪಣ್ಣನವರು ಎರಡು ನೂರಕ್ಕೂ ಹೆಚ್ಚು ವಚನಗಳನ್ನು ರಚಿಸಿದ್ದಾರೆ ಎಂದು ವಿದ್ವಾಂಸರು ಹೇಳಿದರು. ನಗರದಲ್ಲಿ ಆಯೋಜಿಸಿದ್ದ ಹಡಪದ ಅಪ್ಪಣ್ಣ ಜಯಂತಿ ಕಾರ್ಯಕ್ರಮದಲ್ಲಿ ಅವರು ಮಾತನಾಡಿದರು. ಶರಣರ ವಚನಗಳು ಇಂದಿಗೂ ಪ್ರಸ್ತುತವಾಗಿವೆ. ಸಮಾನತೆ, ಸಹೋದರತೆಯ ಸಂದೇಶ ಸಾರಿದ ಶರಣರ ತತ್ವಗಳನ್ನು ಪಾಲಿಸಬೇಕು ಎಂದರು. ವಚನ ಸಾಹಿತ್ಯ ಕನ್ನಡ ನಾಡಿನ ಹೆಮ್ಮೆಯ ಸಂಪತ್ತಾಗಿದೆ. ಯುವ ಪೀಳಿಗೆ ವಚನಗಳನ್ನು ಓದಿ ಅರ್ಥೈಸಿಕೊಳ್ಳಬೇಕು ಎಂದು ಸಲಹೆ ನೀಡಿದರು. ಕಾರ್ಯಕ್ರಮದಲ್ಲಿ ಜಿಲ್ಲಾಧಿಕಾರಿ, ಜನಪ್ರತಿನಿಧಿಗಳು, ಸಮಾಜದ ಮುಖಂಡರು ಹಾಗೂ ಸಾರ್ವಜನಿಕರು ಹಾಜರಿದ್ದರು. ಮೆರವಣಿಗೆ ನಡೆಸಲಾಯಿತು. <box>640 453 736 550</box>
right-story4-body: ಶಕ್ತಿ ಯೋಜನೆ ಜಾರಿಯಾದ ಬಳಿಕ ಸಾರಿಗೆ ಸಂಸ್ಥೆಗಳ ಆದಾಯದಲ್ಲಿ ಹೆಚ್ಚಳ ಕಂಡುಬಂದಿದೆ. ಮಹಿಳಾ ಪ್ರಯಾಣಿಕರ ಸಂಖ್ಯೆ ಗಣನೀಯವಾಗಿ ಏರಿಕೆಯಾಗಿದೆ. ಸರ್ಕಾರದಿಂದ ಸಾರಿಗೆ ಸಂಸ್ಥೆಗಳಿಗೆ ಮರುಪಾವತಿ ಹಣ ಬಿಡುಗಡೆ ಮಾಡಲಾಗುತ್ತಿದೆ ಎಂದು ಅಧಿಕಾರಿಗಳು ಮಾಹಿತಿ ನೀಡಿದರು. <box>534 1071 736 1094</box>
logo-glyph: ಠ <box>710 23 717 35</box>
right-story1-headline-line1: ಎರಡು ನೂರಕ್ಕೂ ಹೆಚ್ಚು ವಚನಗಳನ್ನು <box>562 336 708 350</box>
masthead-english-title: Pratykasha Nadu <box>325 22 433 37</box>
